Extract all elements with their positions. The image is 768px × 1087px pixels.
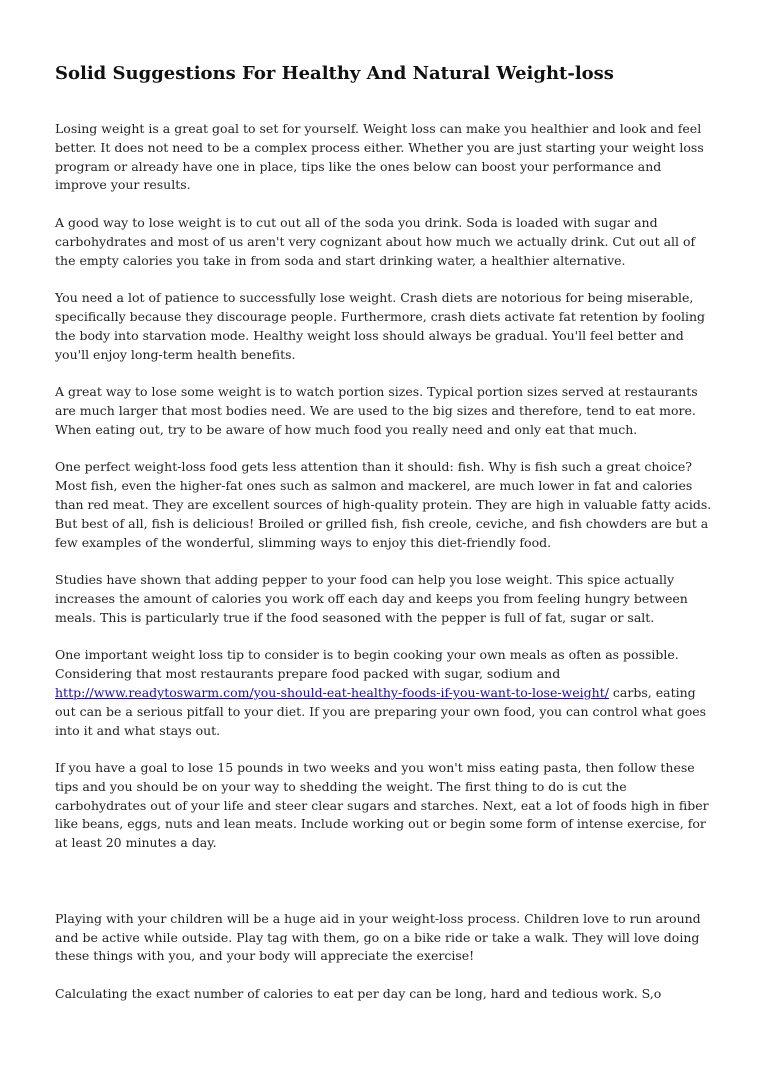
blank-spacer — [55, 872, 715, 910]
paragraph-cooking — [55, 646, 715, 740]
paragraph-cooking-before: One important weight loss tip to consider is to begin cooking your own meals as often as possible. Considering that most restaurants prepare food packed with sugar, sodium and — [55, 647, 679, 682]
paragraph-children: Playing with your children will be a huge aid in your weight-loss process. Children love to run around and be active while outside. Play tag with them, go on a bike ride or take a walk. They will love doing these things with you, and your body will appreciate the exercise! — [55, 910, 701, 964]
paragraph-fifteen-pounds: If you have a goal to lose 15 pounds in two weeks and you won't miss eating pasta, then follow these tips and you should be on your way to shedding the weight. The first thing to do is cut the carbohydrates out of your life and steer clear sugars and starches. Next, eat a lot of foods high in fiber like beans, eggs, nuts and lean meats. Include working out or begin some form of intense exercise, for at least 20 minutes a day. — [55, 760, 709, 851]
paragraph-intro: Losing weight is a great goal to set for yourself. Weight loss can make you healthier and look and feel better. It does not need to be a complex process either. Whether you are just starting your weight loss program or already have one in place, tips like the ones below can boost your performance and improve your results. — [55, 121, 704, 193]
paragraph-portion-sizes: A great way to lose some weight is to watch portion sizes. Typical portion sizes served at restaurants are much larger that most bodies need. We are used to the big sizes and therefore, tend to eat more. When eating out, try to be aware of how much food you really need and only eat that much. — [55, 384, 698, 437]
paragraph-pepper: Studies have shown that adding pepper to your food can help you lose weight. This spice actually increases the amount of calories you work off each day and keeps you from feeling hungry between meals. This is particularly true if the food seasoned with the pepper is full of fat, sugar or salt. — [55, 572, 688, 625]
document-page — [55, 62, 715, 1023]
paragraph-fish: One perfect weight-loss food gets less attention than it should: fish. Why is fish such a great choice? Most fish, even the higher-fat ones such as salmon and mackerel, are much lower in fat and calories than red meat. They are excellent sources of high-quality protein. They are high in valuable fatty acids. But best of all, fish is delicious! Broiled or grilled fish, fish creole, ceviche, and fish chowders are but a few examples of the wonderful, slimming ways to enjoy this diet-friendly food. — [55, 459, 712, 550]
paragraph-soda: A good way to lose weight is to cut out all of the soda you drink. Soda is loaded with sugar and carbohydrates and most of us aren't very cognizant about how much we actually drink. Cut out all of the empty calories you take in from soda and start drinking water, a healthier alternative. — [55, 214, 696, 268]
paragraph-calories: Calculating the exact number of calories to eat per day can be long, hard and tedious work. S,o — [55, 986, 662, 1002]
paragraph-cooking-after: carbs, eating out can be a serious pitfall to your diet. If you are preparing your own food, you can control what goes into it and what stays out. — [55, 684, 707, 738]
article-link[interactable]: http://www.readytoswarm.com/you-should-eat-healthy-foods-if-you-want-to-lose-weight/ — [55, 684, 609, 700]
paragraph-patience: You need a lot of patience to successfully lose weight. Crash diets are notorious for being miserable, specifically because they discourage people. Furthermore, crash diets activate fat retention by fooling the body into starvation mode. Healthy weight loss should always be gradual. You'll feel better and you'll enjoy long-term health benefits. — [55, 290, 706, 362]
page-title: Solid Suggestions For Healthy And Natural Weight-loss — [55, 63, 614, 84]
